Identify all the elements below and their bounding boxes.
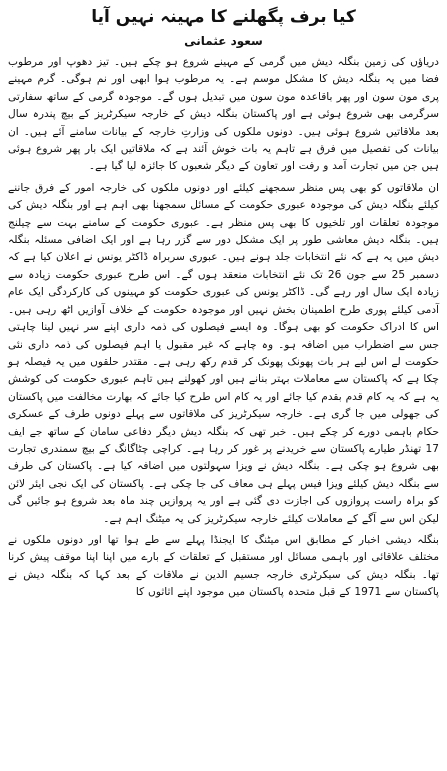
article-paragraph: بنگلہ دیشی اخبار کے مطابق اس میٹنگ کا ایجنڈا پہلے سے طے ہوا تھا اور دونوں ملکوں نے مختلف علاقائی اور باہمی مسائل اور مستقبل کے تعلقات کے بارے میں اپنا اپنا موقف پیش کرنا تھا۔ بنگلہ دیش کی سیکرٹری خارجہ جسیم الدین نے ملاقات کے بعد کہا کہ بنگلہ دیش نے پاکستان سے 1971 کے قبل متحدہ پاکستان میں موجود اپنے اثاثوں کا [8, 533, 439, 599]
article-paragraph: ان ملاقاتوں کو بھی پس منظر سمجھنے کیلئے اور دونوں ملکوں کی خارجہ امور کے فرق جاننے کیلئے بنگلہ دیش کی موجودہ عبوری حکومت کے مسائل سمجھنا بھی اہم ہے اور بنگلہ دیش کی موجودہ تعلقات اور تلخیوں کا بھی پس منظر ہے۔ عبوری حکومت کے سامنے بہت سے چیلنج ہیں۔ بنگلہ دیش معاشی طور پر ایک مشکل دور سے گزر رہا ہے اور ایک اضافی مسئلہ بنگلہ دیش میں یہ ہے کہ نئے انتخابات جلد ہونے ہیں۔ عبوری سربراہ ڈاکٹر یونس نے اعلان کیا ہے کہ دسمبر 25 سے جون 26 تک نئے انتخابات منعقد ہوں گے۔ اس طرح عبوری حکومت زیادہ سے زیادہ ایک سال اور رہے گی۔ ڈاکٹر یونس کی عبوری حکومت کو مہینوں کی کارکردگی ایک عام آدمی کیلئے پوری طرح اطمینان بخش نہیں اور موجودہ حکومت کے خلاف آوازیں اٹھ رہی ہیں۔ اس کا ادراک حکومت کو بھی ہوگا۔ وہ ایسے فیصلوں کی ذمہ داری اپنے سر نہیں لینا چاہتی جس سے اضطراب میں اضافہ ہو۔ وہ چاہے کہ غیر مقبول یا اہم فیصلوں کی ذمہ داری نئی حکومت لے اس لیے ہر بات پھونک پھونک کر قدم رکھ رہی ہے۔ مقتدر حلقوں میں یہ فیصلہ ہو چکا ہے کہ پاکستان سے معاملات بہتر بنانے ہیں اور کھولنے ہیں تاہم عبوری حکومت کی کوشش یہ ہے کہ یہ کام قدم بقدم کیا جائے اور یہ کام اس طرح کیا جائے کہ بھارت مخالفت میں پاکستان کی جھولی میں جا گری ہے۔ خارجہ سیکرٹریز کی ملاقاتوں سے پہلے دونوں طرف کے عسکری حکام باہمی دورے کر چکے ہیں۔ خبر تھی کہ بنگلہ دیش دیگر دفاعی سامان کے ساتھ جے ایف 17 تھنڈر طیارے پاکستان سے خریدنے پر غور کر رہا ہے۔ کراچی چٹاگانگ کے بیچ سمندری تجارت بھی شروع ہو چکی ہے۔ بنگلہ دیش نے ویزا سہولتوں میں اضافہ کیا ہے۔ پاکستان کی طرف سے بنگلہ دیش کیلئے ویزا فیس پہلے ہی معاف کی جا چکی ہے۔ پاکستان کی ایک نجی ایئر لائن کو براہ راست پروازوں کی اجازت دی گئی ہے اور یہ پروازیں چند ماہ بعد شروع ہو جائیں گی لیکن اس سے آگے کے معاملات کیلئے خارجہ سیکرٹریز کی یہ میٹنگ اہم ہے۔ [8, 181, 439, 525]
article-paragraph: دریاؤں کی زمین بنگلہ دیش میں گرمی کے مہینے شروع ہو چکے ہیں۔ تیز دھوپ اور مرطوب فضا میں یہ بنگلہ دیش کا مشکل موسم ہے۔ یہ مرطوب ہوا ابھی اور نم ہوگی۔ گرم مہینے پری مون سون اور پھر باقاعدہ مون سون میں تبدیل ہوں گے۔ موجودہ گرمی کے ساتھ سفارتی سرگرمی بھی شروع ہوئی ہے اور پاکستان بنگلہ دیش کے خارجہ سیکرٹریز کے بیچ پندرہ سال بعد ملاقاتیں شروع ہوئی ہیں۔ دونوں ملکوں کی وزارتِ خارجہ کے بیانات سامنے آئے ہیں۔ ان بیانات کی تفصیل میں فرق ہے تاہم یہ بات خوش آئند ہے کہ ملاقاتیں ایک بار پھر شروع ہوئی ہیں جن میں تجارت آمد و رفت اور تعاون کے دیگر شعبوں کا جائزہ لیا گیا ہے۔ [8, 56, 439, 173]
article-headline: کیا برف پگھلنے کا مہینہ نہیں آیا [91, 7, 356, 27]
author-byline: سعود عثمانی [184, 34, 263, 48]
